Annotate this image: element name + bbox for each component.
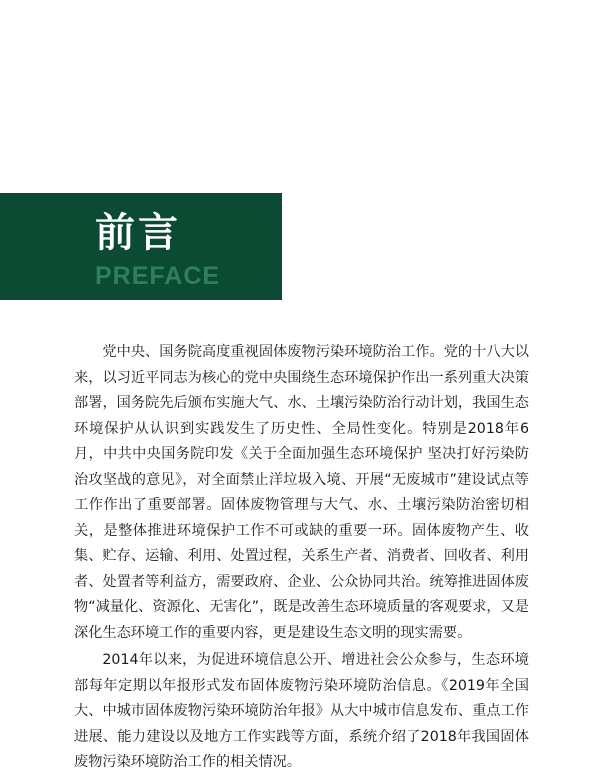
paragraph-1: 党中央、国务院高度重视固体废物污染环境防治工作。党的十八大以来，以习近平同志为核心的党中央围绕生态环境保护作出一系列重大决策部署，国务院先后颁布实施大气、水、土壤污染防治行动计划，我国生态环境保护从认识到实践发生了历史性、全局性变化。特别是2018年6月，中共中央国务院印发《关于全面加强生态环境保护 坚决打好污染防治攻坚战的意见》，对全面禁止洋垃圾入境、开展“无废城市”建设试点等工作作出了重要部署。固体废物管理与大气、水、土壤污染防治密切相关，是整体推进环境保护工作不可或缺的重要一环。固体废物产生、收集、贮存、运输、利用、处置过程，关系生产者、消费者、回收者、利用者、处置者等利益方，需要政府、企业、公众协同共治。统筹推进固体废物“减量化、资源化、无害化”，既是改善生态环境质量的客观要求，又是深化生态环境工作的重要内容，更是建设生态文明的现实需要。 <box>74 344 529 641</box>
page-title-en: PREFACE <box>95 262 221 290</box>
paragraph-2: 2014年以来，为促进环境信息公开、增进社会公众参与，生态环境部每年定期以年报形式发布固体废物污染环境防治信息。《2019年全国大、中城市固体废物污染环境防治年报》从大中城市信息发布、重点工作进展、能力建设以及地方工作实践等方面，系统介绍了2018年我国固体废物污染环境防治工作的相关情况。 <box>74 652 529 770</box>
page-title-cn: 前言 <box>95 210 181 256</box>
preface-body <box>74 340 529 776</box>
preface-header-band <box>0 193 282 300</box>
preface-header-text <box>95 193 220 300</box>
